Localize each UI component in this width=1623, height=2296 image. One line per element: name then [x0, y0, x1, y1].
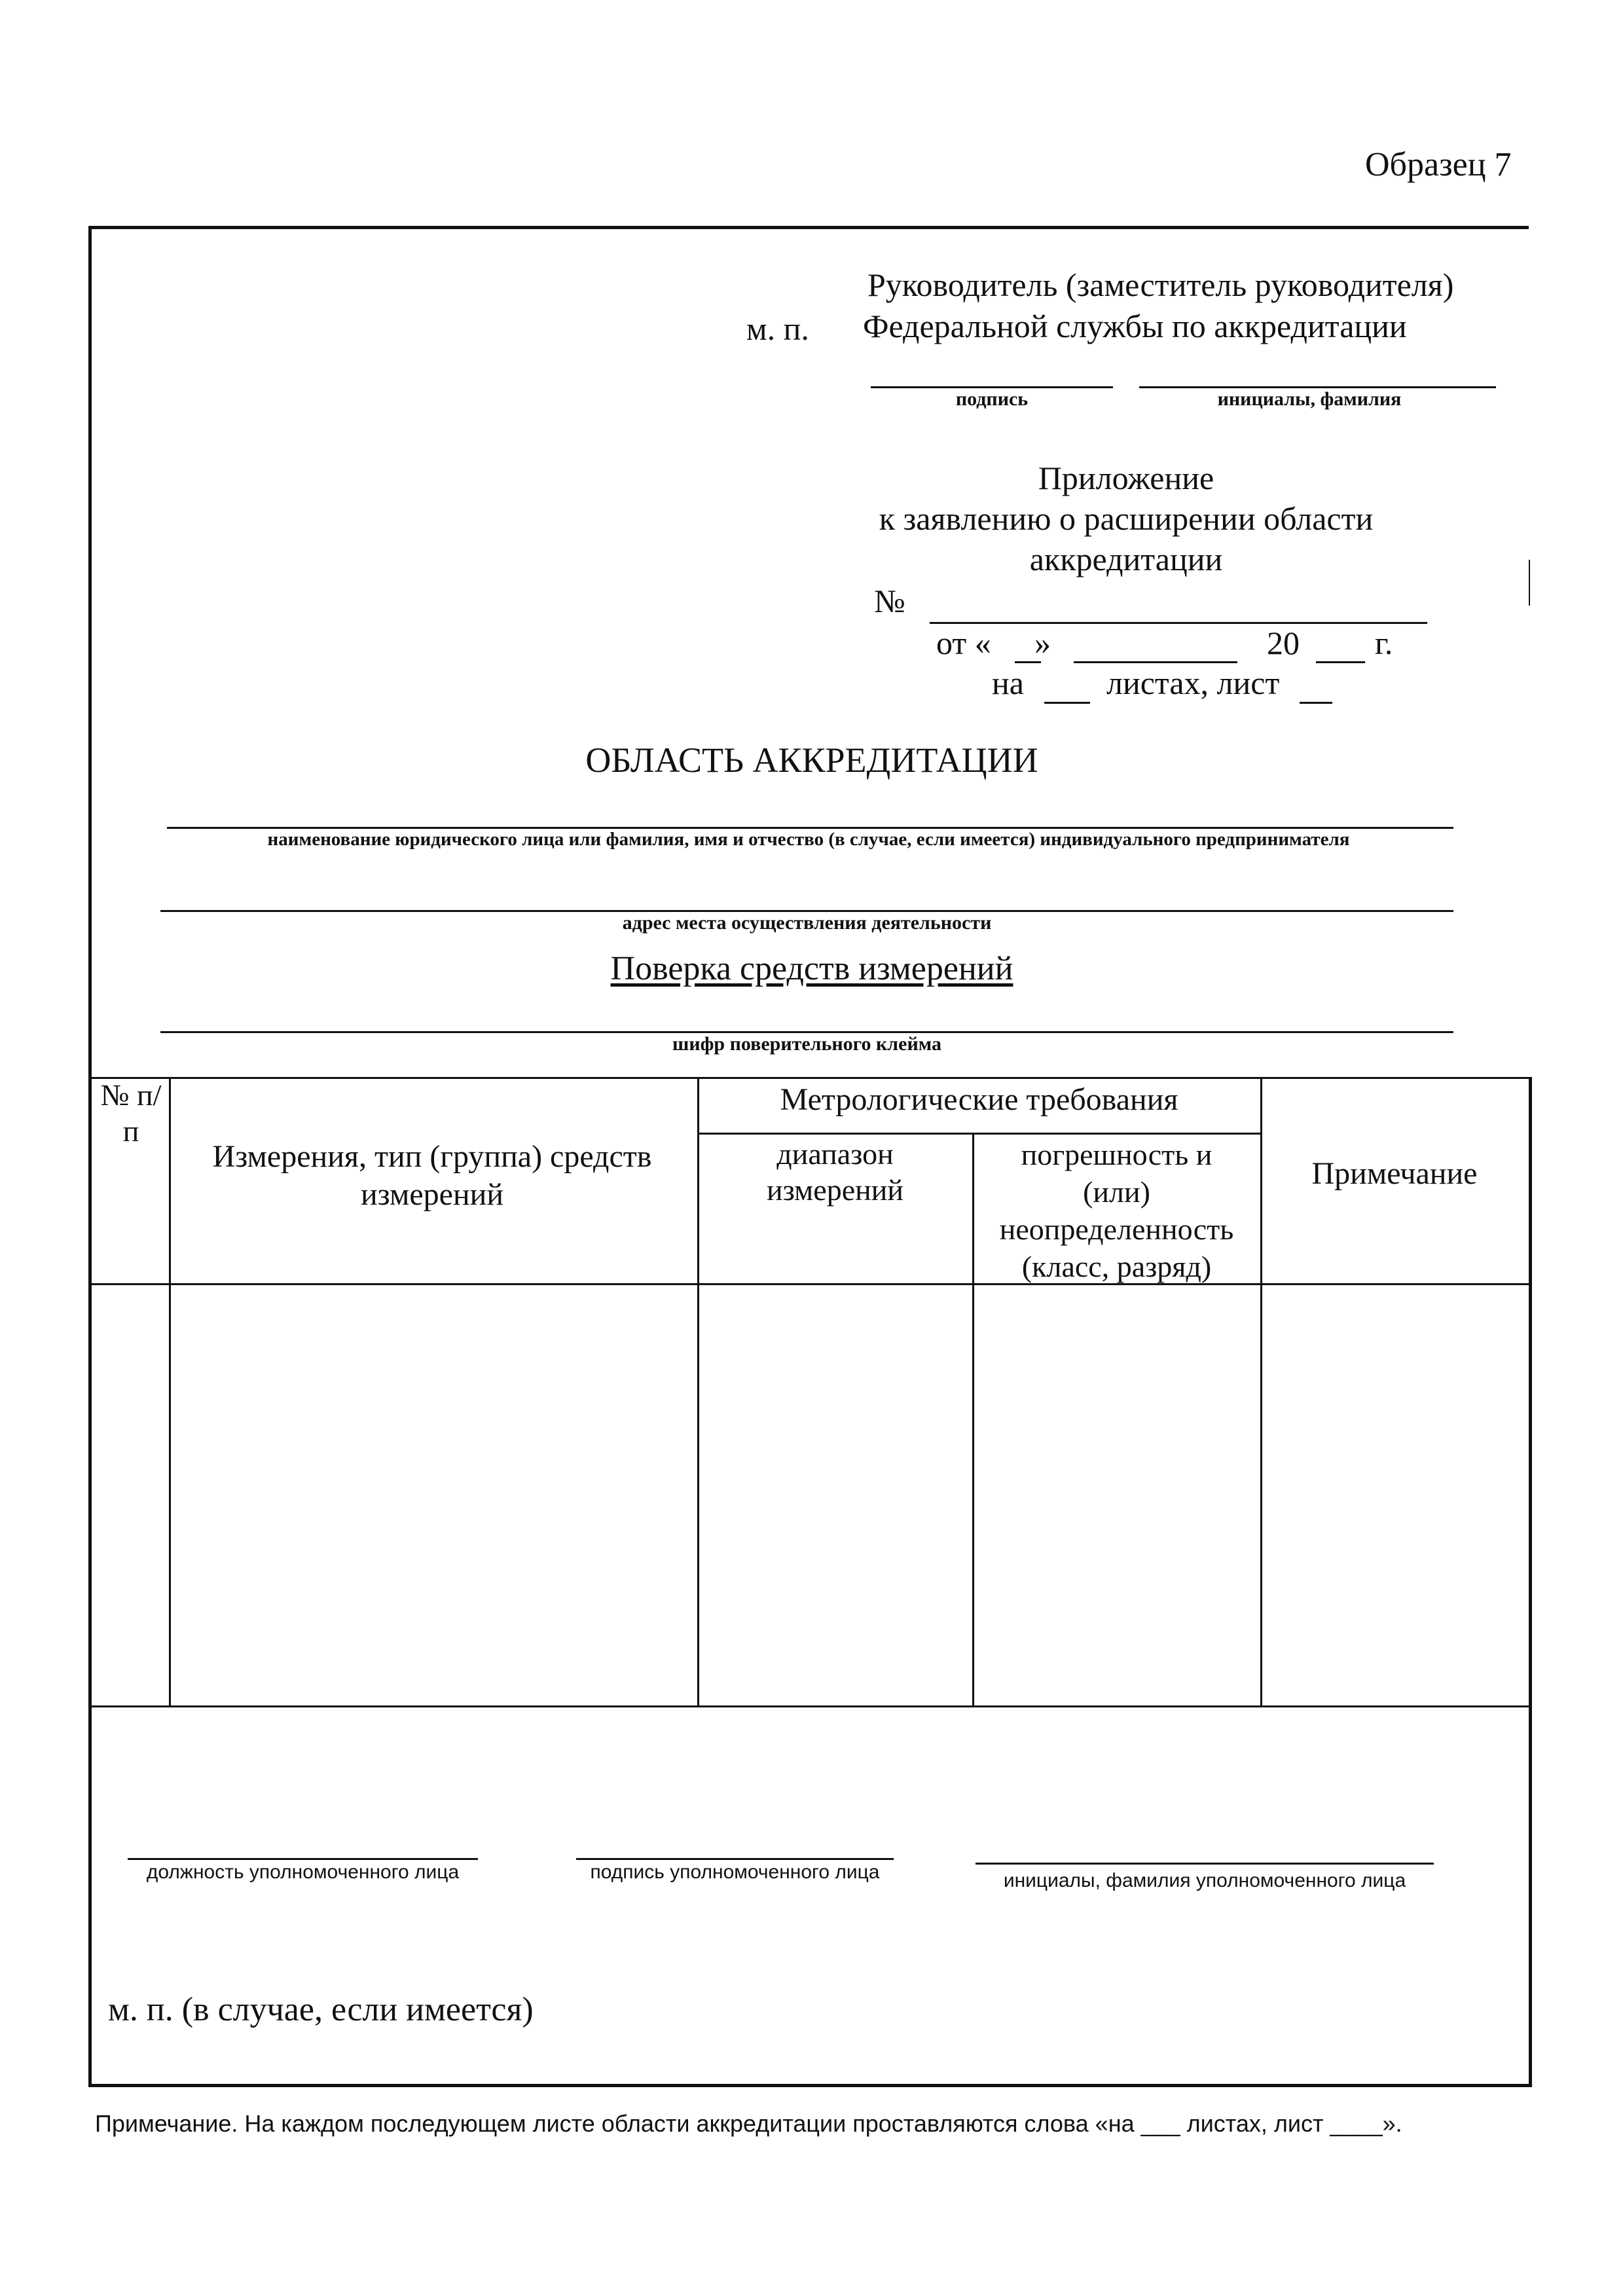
col-header-error-line4: (класс, разряд) — [1021, 1250, 1212, 1284]
appendix-title: Приложение — [1038, 460, 1214, 496]
authorized-signature-caption: подпись уполномоченного лица — [590, 1861, 880, 1883]
col-header-error-line3: неопределенность — [999, 1212, 1234, 1247]
sheets-mid: листах, лист — [1106, 665, 1280, 701]
frame-bottom — [88, 2084, 1532, 2087]
address-caption: адрес места осуществления деятельности — [622, 912, 992, 934]
table-subgroup-line — [697, 1133, 1260, 1135]
frame-right — [1529, 1077, 1532, 2087]
authorized-position-line — [128, 1858, 478, 1860]
col-header-range-line2: измерений — [767, 1173, 903, 1207]
col-header-error-line2: (или) — [1083, 1175, 1150, 1209]
col-header-number: № п/п — [100, 1078, 162, 1148]
stamp-code-caption: шифр поверительного клейма — [672, 1033, 941, 1055]
frame-top — [88, 226, 1529, 229]
table-header-bottom — [88, 1283, 1532, 1285]
approver-position-line2: Федеральной службы по аккредитации — [863, 308, 1407, 344]
col-header-error — [974, 1136, 1259, 1285]
footer-stamp-label: м. п. (в случае, если имеется) — [108, 1991, 534, 2028]
sheet-number-line — [1300, 702, 1332, 704]
table-bottom — [88, 1705, 1532, 1707]
signature-caption: подпись — [955, 388, 1029, 410]
year-prefix: 20 — [1267, 625, 1300, 661]
authorized-signature-line — [576, 1858, 894, 1860]
year-suffix: г. — [1375, 625, 1393, 661]
appendix-subtitle-line2: аккредитации — [1029, 541, 1223, 577]
table-col-sep-1 — [169, 1077, 171, 1705]
col-header-note: Примечание — [1311, 1156, 1478, 1191]
table-col-sep-4 — [1260, 1077, 1262, 1705]
approver-position-line1: Руководитель (заместитель руководителя) — [867, 266, 1454, 303]
authorized-position-caption: должность уполномоченного лица — [146, 1861, 460, 1883]
authorized-name-line — [976, 1863, 1434, 1865]
stamp-label: м. п. — [746, 310, 809, 347]
col-group-metrological: Метрологические требования — [780, 1082, 1178, 1117]
col-header-measurements: Измерения, тип (группа) средств измерений — [212, 1139, 652, 1212]
sheets-count-line — [1044, 702, 1090, 704]
activity-title: Поверка средств измерений — [610, 950, 1013, 987]
sample-label: Образец 7 — [1365, 146, 1512, 183]
col-header-range-line1: диапазон — [776, 1137, 894, 1171]
entity-name-caption: наименование юридического лица или фамилия, имя и отчество (в случае, если имеется) индивидуального предпринимателя — [267, 829, 1350, 850]
number-line — [930, 622, 1427, 624]
col-header-error-line1: погрешность и — [1021, 1138, 1213, 1171]
appendix-subtitle-line1: к заявлению о расширении области — [879, 500, 1374, 537]
sheets-prefix: на — [992, 665, 1024, 701]
frame-left — [88, 226, 92, 2085]
footnote: Примечание. На каждом последующем листе области аккредитации проставляются слова «на ___ листах, лист ____». — [95, 2110, 1402, 2137]
frame-right-stub — [1529, 560, 1530, 606]
date-prefix: от « — [936, 625, 991, 661]
date-mid: » — [1034, 625, 1051, 661]
authorized-name-caption: инициалы, фамилия уполномоченного лица — [1003, 1870, 1406, 1891]
col-header-range — [699, 1136, 971, 1208]
name-caption: инициалы, фамилия — [1217, 388, 1402, 410]
year-line — [1316, 661, 1365, 663]
main-title: ОБЛАСТЬ АККРЕДИТАЦИИ — [585, 740, 1038, 780]
number-label: № — [874, 583, 905, 619]
